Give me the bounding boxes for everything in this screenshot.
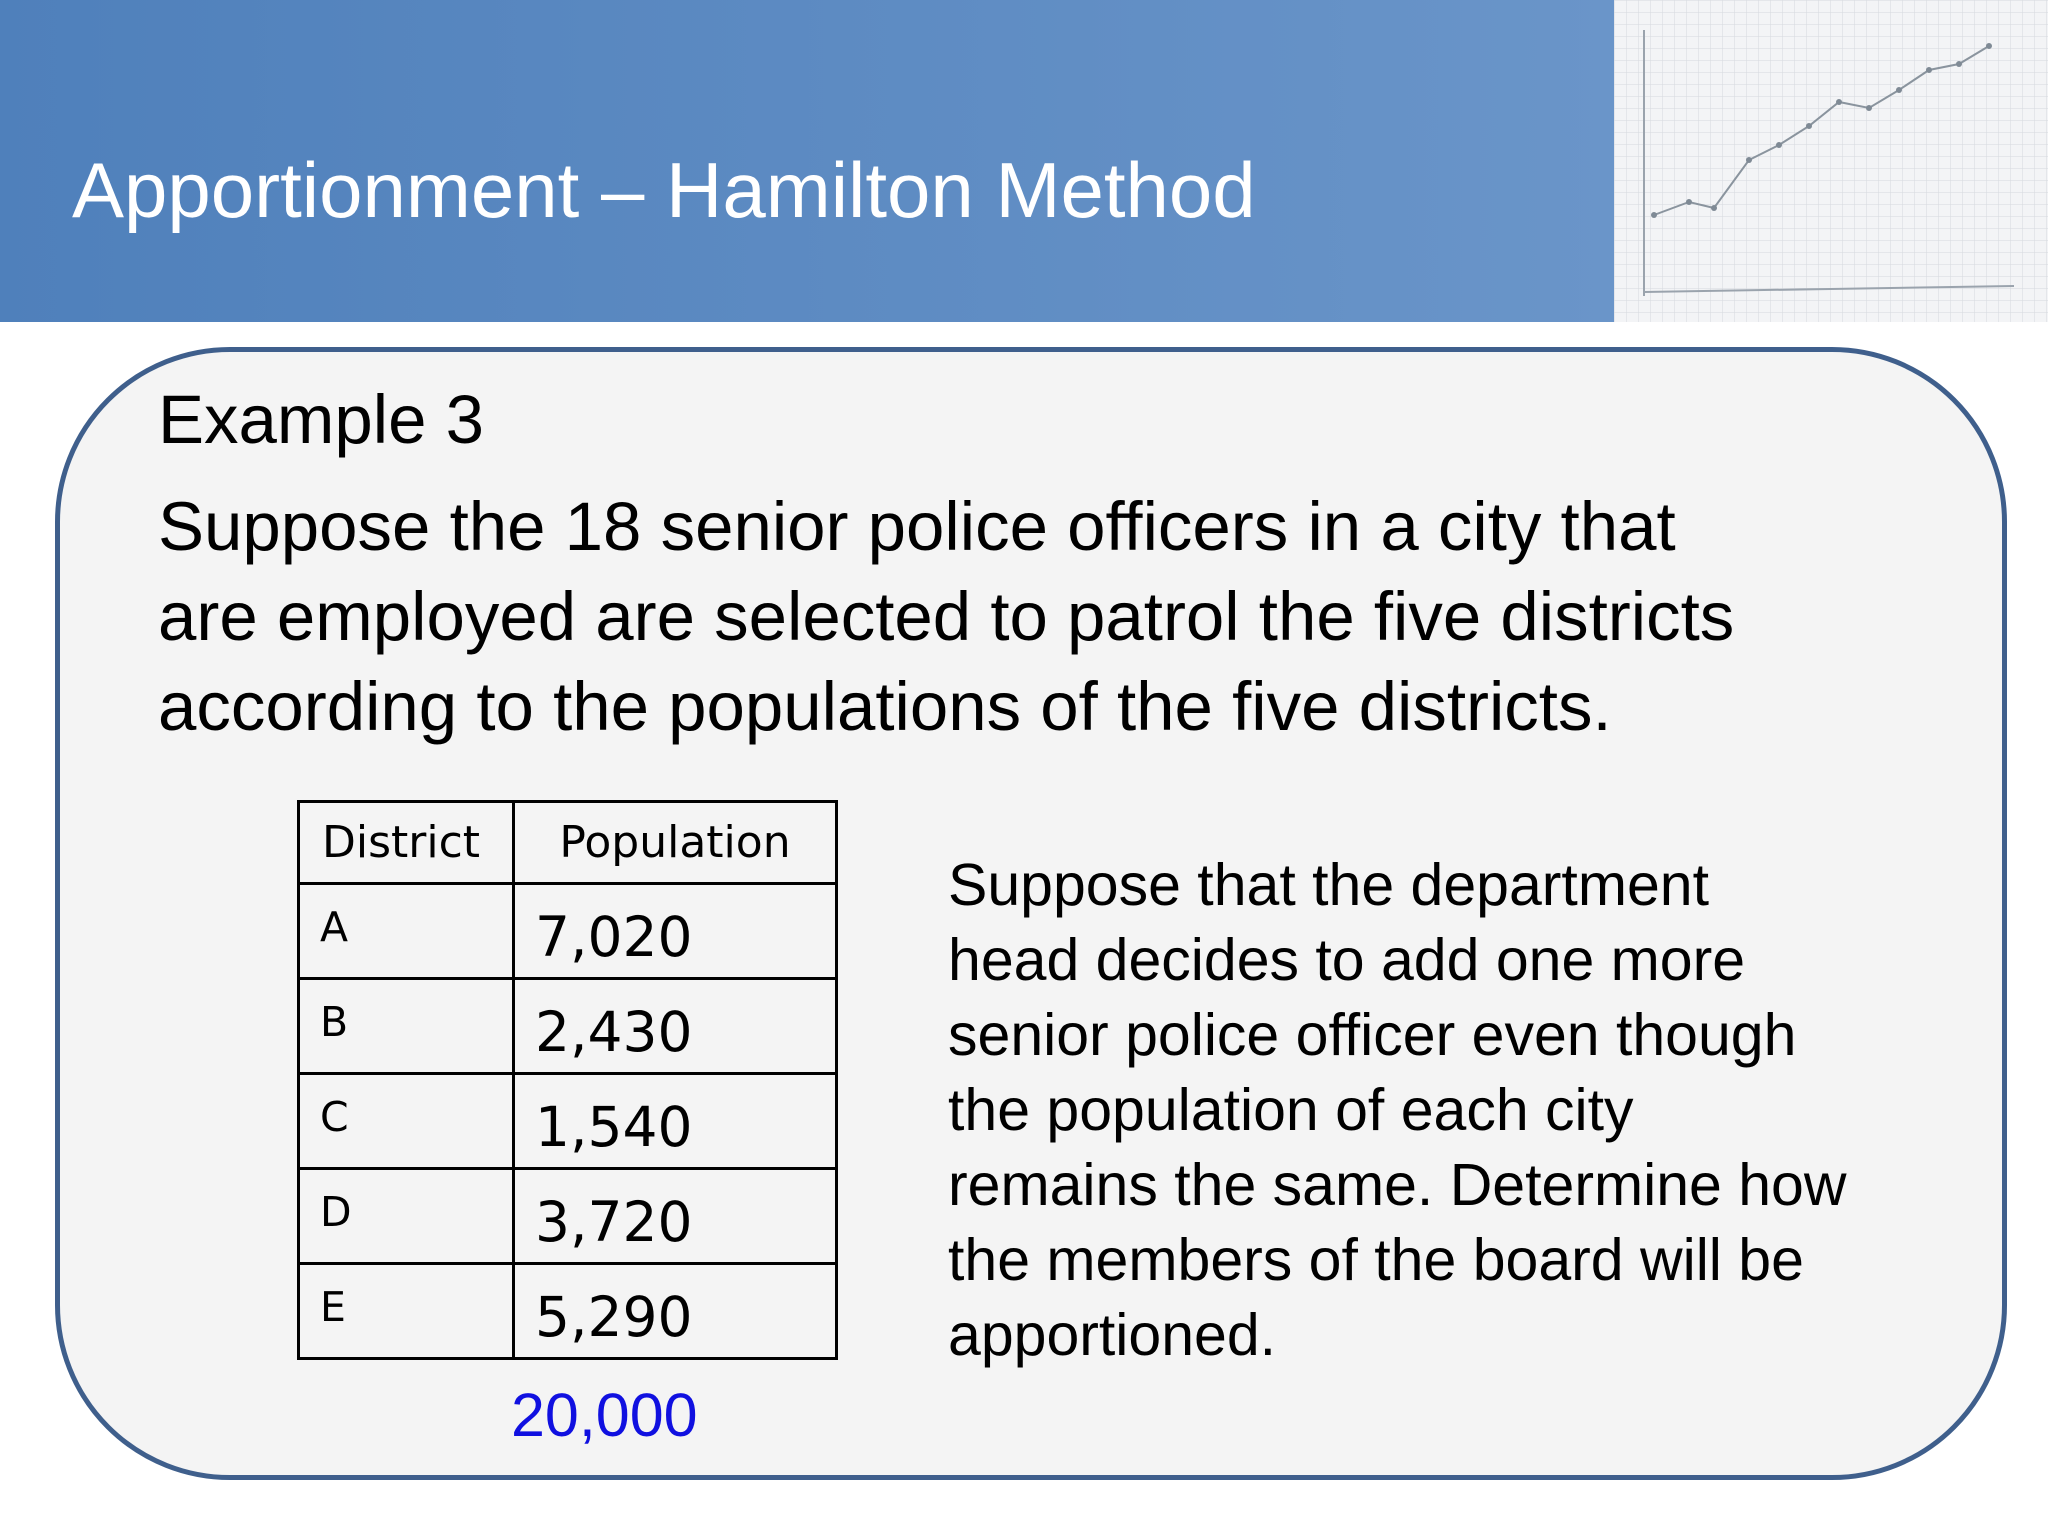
side-line: the members of the board will be	[948, 1227, 1804, 1293]
district-cell: B	[299, 979, 514, 1074]
problem-statement	[158, 482, 1958, 752]
side-question	[948, 848, 1988, 1373]
district-cell: E	[299, 1264, 514, 1359]
population-cell: 3,720	[514, 1169, 837, 1264]
table-header-row	[299, 802, 837, 884]
table-row	[299, 1169, 837, 1264]
district-cell: C	[299, 1074, 514, 1169]
population-cell: 5,290	[514, 1264, 837, 1359]
side-line: apportioned.	[948, 1302, 1277, 1368]
header-district: District	[299, 802, 514, 884]
table-row	[299, 884, 837, 979]
problem-line: Suppose the 18 senior police officers in a city that	[158, 488, 1676, 565]
population-cell: 1,540	[514, 1074, 837, 1169]
population-cell: 7,020	[514, 884, 837, 979]
district-cell: D	[299, 1169, 514, 1264]
population-total: 20,000	[511, 1381, 698, 1449]
problem-line: are employed are selected to patrol the five districts	[158, 578, 1735, 655]
problem-line: according to the populations of the five districts.	[158, 668, 1612, 745]
table-row	[299, 979, 837, 1074]
example-title: Example 3	[158, 381, 484, 458]
slide-header	[0, 0, 1614, 322]
side-line: head decides to add one more	[948, 927, 1746, 993]
side-line: the population of each city	[948, 1077, 1634, 1143]
population-table	[297, 800, 838, 1360]
line-graph-illustration	[1614, 0, 2048, 322]
district-cell: A	[299, 884, 514, 979]
side-line: senior police officer even though	[948, 1002, 1797, 1068]
header-population: Population	[514, 802, 837, 884]
side-line: Suppose that the department	[948, 852, 1709, 918]
population-cell: 2,430	[514, 979, 837, 1074]
table-row	[299, 1074, 837, 1169]
side-line: remains the same. Determine how	[948, 1152, 1847, 1218]
table-row	[299, 1264, 837, 1359]
line-graph-image	[1614, 0, 2048, 322]
slide-title: Apportionment – Hamilton Method	[72, 146, 1256, 234]
